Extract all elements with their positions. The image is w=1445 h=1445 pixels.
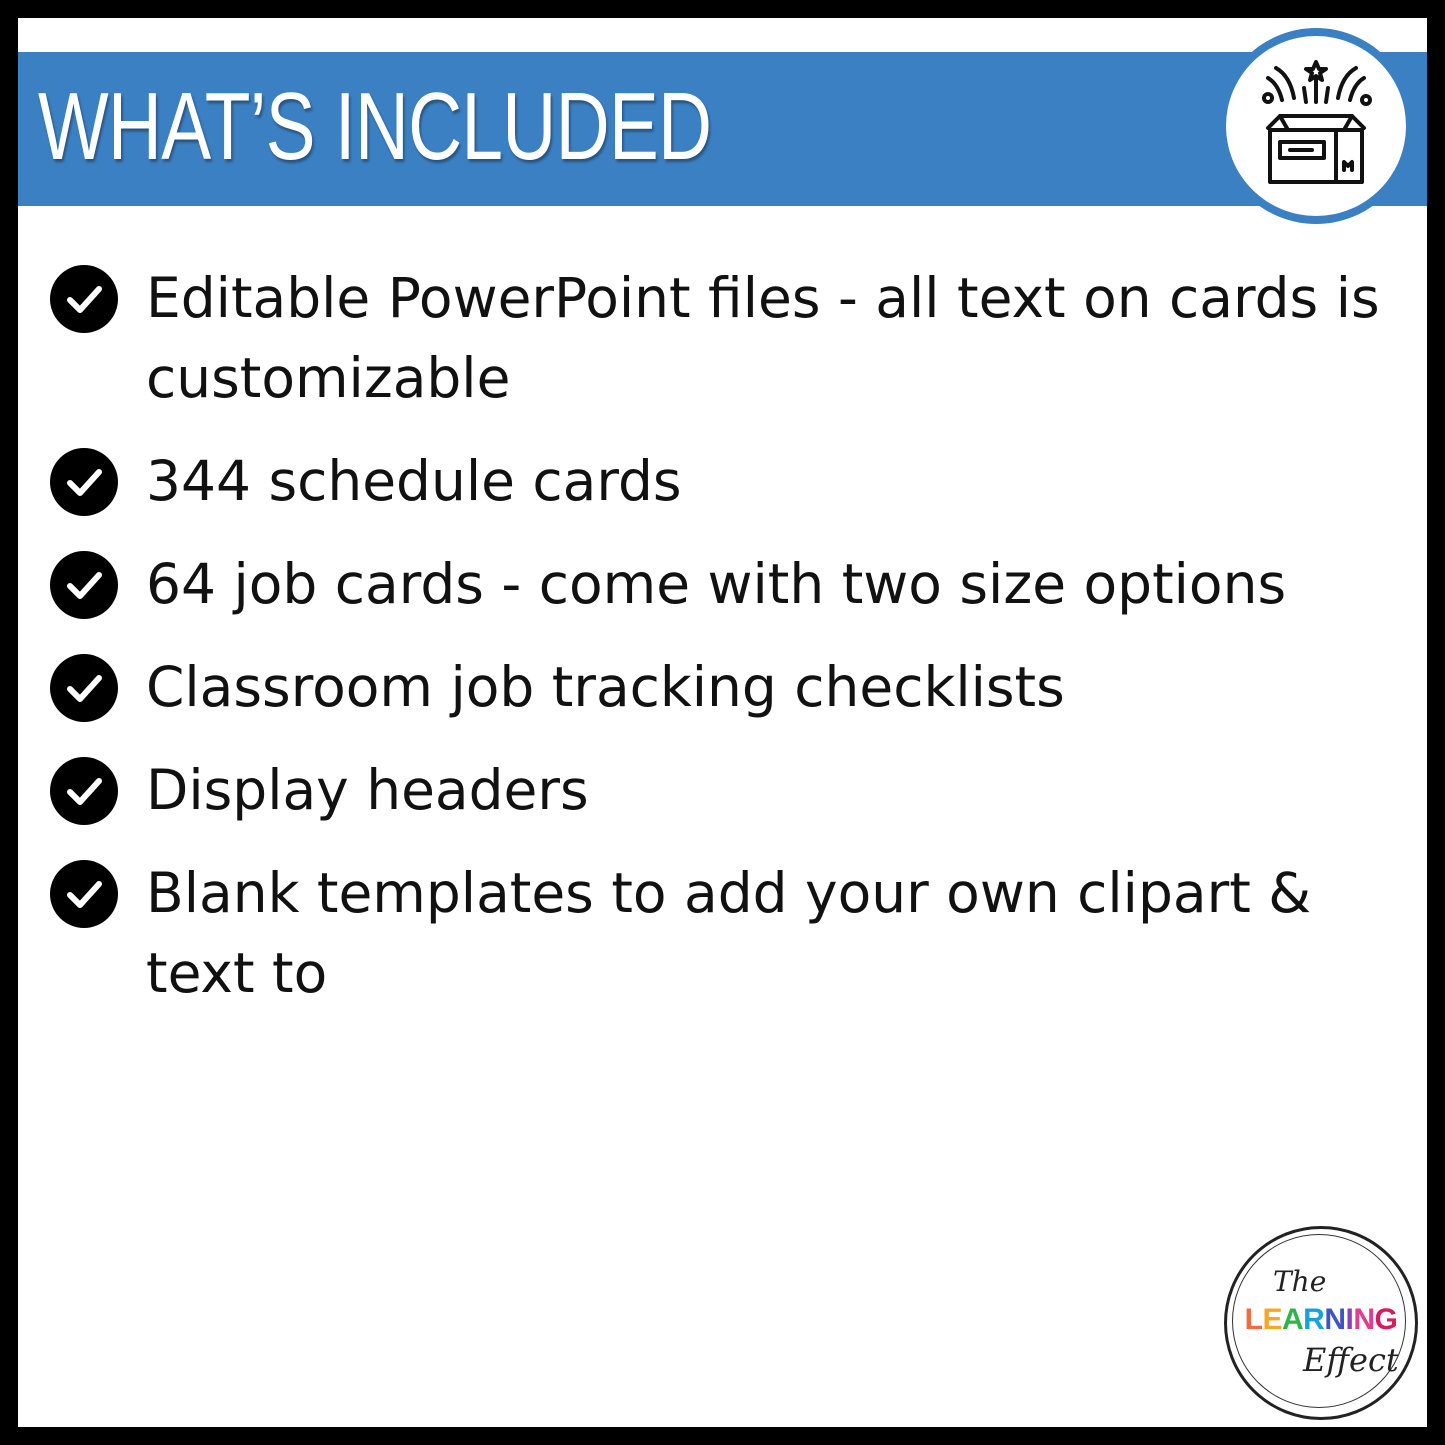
header-banner — [18, 52, 1427, 206]
list-item — [48, 258, 1418, 418]
brand-logo — [1224, 1226, 1418, 1420]
logo-learning-word — [1227, 1303, 1415, 1337]
item-text: Blank templates to add your own clipart & text to — [146, 861, 1312, 1005]
list-item — [48, 441, 1418, 521]
gift-box-icon — [1254, 58, 1378, 188]
list-item — [48, 750, 1418, 830]
checkmark-icon — [50, 757, 118, 825]
item-text: Display headers — [146, 758, 589, 822]
list-item — [48, 853, 1418, 1013]
list-item — [48, 647, 1418, 727]
logo-letter: I — [1345, 1303, 1354, 1336]
logo-letter: G — [1374, 1303, 1398, 1336]
page-title: WHAT’S INCLUDED — [38, 73, 712, 180]
item-text: 344 schedule cards — [146, 449, 682, 513]
list-item — [48, 544, 1418, 624]
checkmark-icon — [50, 448, 118, 516]
logo-letter: N — [1353, 1303, 1375, 1336]
logo-effect-text: Effect — [1303, 1341, 1399, 1379]
checkmark-icon — [50, 551, 118, 619]
checkmark-icon — [50, 265, 118, 333]
logo-letter: R — [1303, 1303, 1325, 1336]
header-badge — [1218, 28, 1414, 224]
item-text: Editable PowerPoint files - all text on cards is customizable — [146, 266, 1380, 410]
checkmark-icon — [50, 654, 118, 722]
included-list — [48, 258, 1418, 1036]
checkmark-icon — [50, 860, 118, 928]
page-frame — [18, 18, 1427, 1427]
logo-letter: L — [1244, 1303, 1263, 1336]
logo-letter: N — [1324, 1303, 1346, 1336]
item-text: 64 job cards - come with two size options — [146, 552, 1287, 616]
logo-the-text: The — [1273, 1265, 1327, 1298]
item-text: Classroom job tracking checklists — [146, 655, 1065, 719]
logo-letter: E — [1262, 1303, 1282, 1336]
logo-letter: A — [1281, 1303, 1304, 1336]
